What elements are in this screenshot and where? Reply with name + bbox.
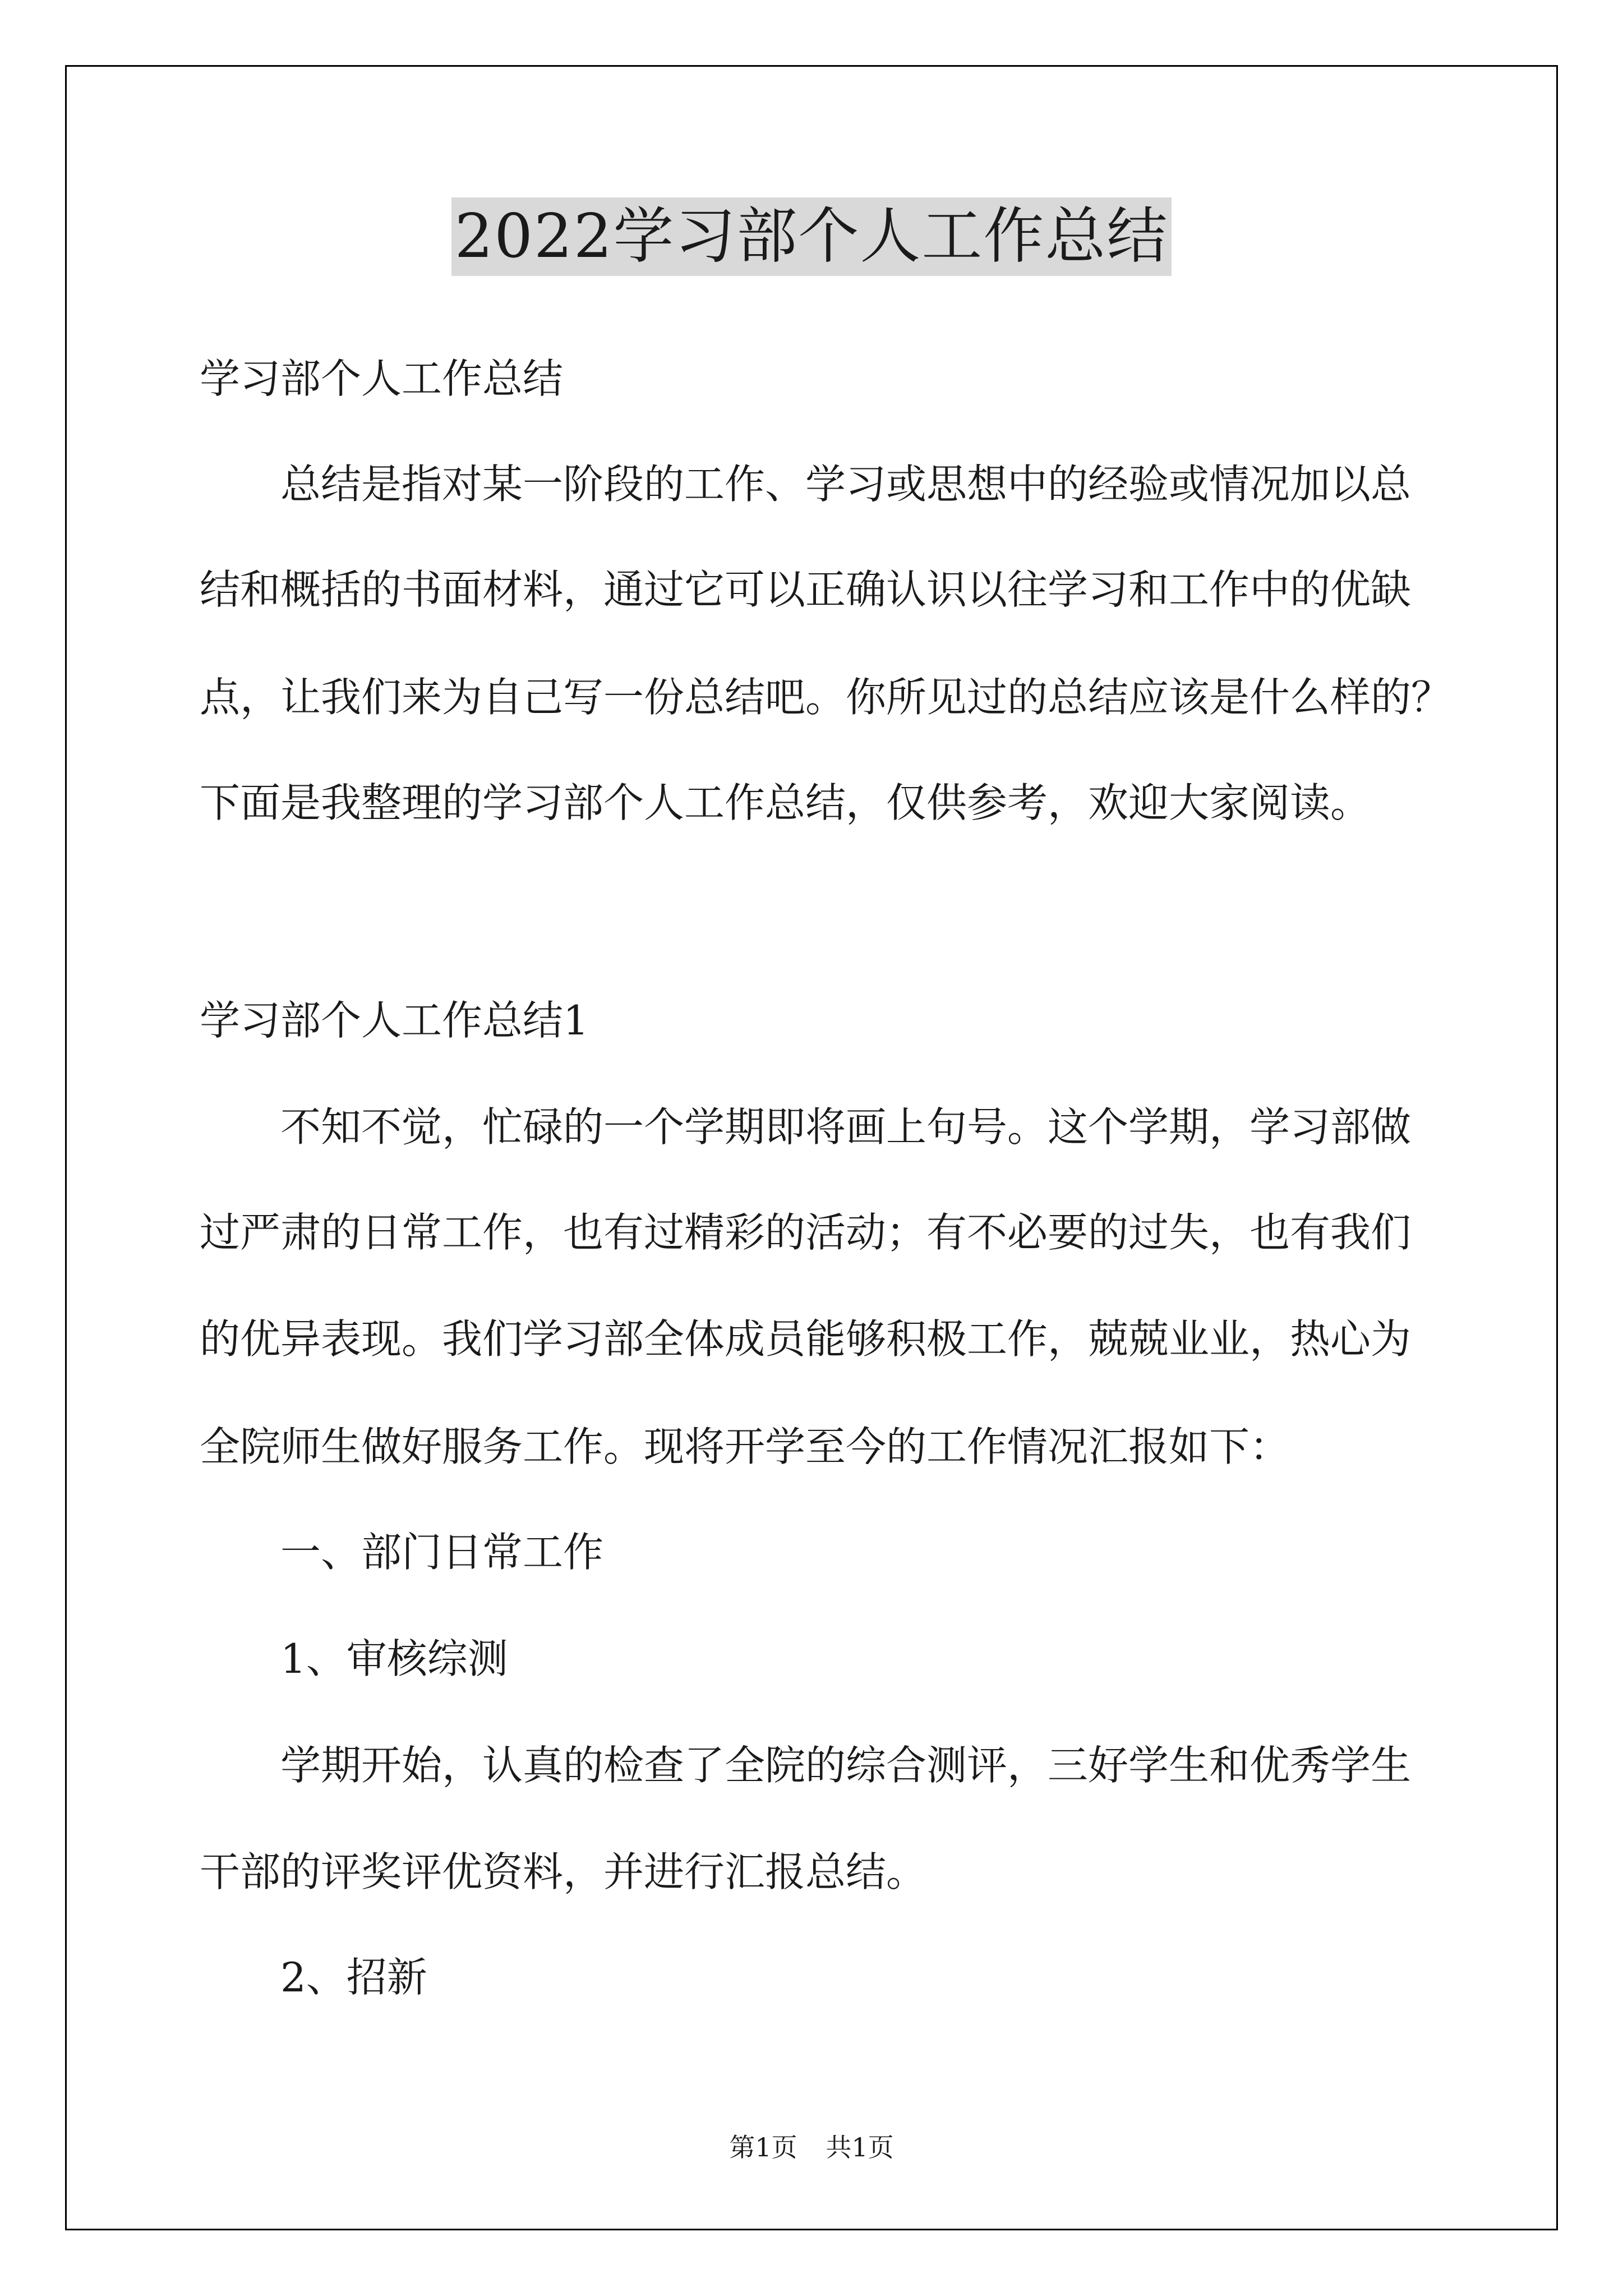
item-1-line-2: 干部的评奖评优资料，并进行汇报总结。 bbox=[200, 1848, 927, 1895]
intro-line-2: 结和概括的书面材料，通过它可以正确认识以往学习和工作中的优缺 bbox=[200, 566, 1412, 613]
subheading-daily-work: 一、部门日常工作 bbox=[280, 1529, 604, 1576]
section-para-line-4: 全院师生做好服务工作。现将开学至今的工作情况汇报如下： bbox=[200, 1423, 1290, 1470]
item-2-title: 2、招新 bbox=[280, 1954, 427, 2001]
title-container bbox=[0, 197, 1623, 276]
section-para-line-2: 过严肃的日常工作，也有过精彩的活动；有不必要的过失，也有我们 bbox=[200, 1209, 1412, 1256]
intro-line-1: 总结是指对某一阶段的工作、学习或思想中的经验或情况加以总 bbox=[280, 461, 1412, 508]
page-number-total: 共1页 bbox=[826, 2132, 894, 2162]
section-para-line-3: 的优异表现。我们学习部全体成员能够积极工作，兢兢业业，热心为 bbox=[200, 1315, 1412, 1363]
section-heading: 学习部个人工作总结1 bbox=[200, 997, 589, 1044]
page-number-current: 第1页 bbox=[729, 2132, 797, 2162]
item-1-line-1: 学期开始，认真的检查了全院的综合测评，三好学生和优秀学生 bbox=[280, 1742, 1412, 1789]
intro-line-4: 下面是我整理的学习部个人工作总结，仅供参考，欢迎大家阅读。 bbox=[200, 779, 1371, 826]
item-1-title: 1、审核综测 bbox=[280, 1635, 508, 1682]
intro-line-3: 点，让我们来为自己写一份总结吧。你所见过的总结应该是什么样的？ bbox=[200, 674, 1452, 721]
page-footer bbox=[0, 2131, 1623, 2164]
intro-heading: 学习部个人工作总结 bbox=[200, 355, 564, 402]
document-title: 2022学习部个人工作总结 bbox=[451, 197, 1172, 276]
section-para-line-1: 不知不觉，忙碌的一个学期即将画上句号。这个学期，学习部做 bbox=[280, 1103, 1412, 1151]
